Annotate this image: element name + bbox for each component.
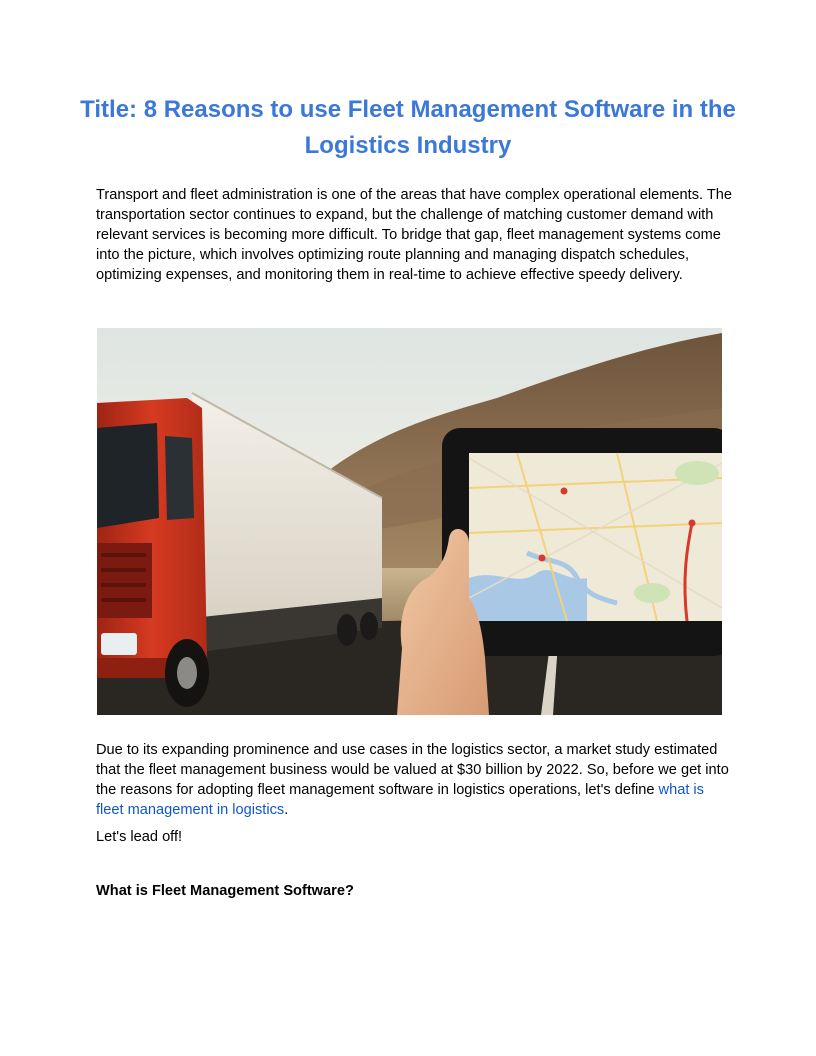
map-marker bbox=[561, 488, 568, 495]
truck-tablet-image bbox=[97, 328, 722, 715]
intro-paragraph: Transport and fleet administration is one of the areas that have complex operational elements. The transportation sector continues to expand, but the challenge of matching customer demand with relevant services is becoming more difficult. To bridge that gap, fleet management systems come into the picture, which involves optimizing route planning and managing dispatch schedules, optimizing expenses, and monitoring them in real-time to achieve effective speedy delivery. bbox=[96, 187, 733, 283]
lead-off-text: Let's lead off! bbox=[96, 829, 183, 845]
fleet-management-link[interactable]: what is fleet management in logistics bbox=[96, 782, 704, 818]
market-text: Due to its expanding prominence and use cases in the logistics sector, a market study estimated that the fleet management business would be valued at $30 billion by 2022. So, before we get into the reasons for adopting fleet management software in logistics operations, let's define bbox=[96, 742, 729, 798]
document-title: Title: 8 Reasons to use Fleet Management Software in the Logistics Industry bbox=[80, 96, 736, 159]
market-paragraph bbox=[96, 740, 732, 820]
map-marker bbox=[539, 555, 546, 562]
truck-headlight bbox=[101, 633, 137, 655]
map-marker bbox=[689, 520, 696, 527]
market-text-end: . bbox=[284, 802, 289, 818]
trailer-wheel bbox=[360, 612, 378, 640]
trailer-wheel bbox=[337, 614, 357, 646]
truck-windshield bbox=[97, 423, 159, 528]
section-heading: What is Fleet Management Software? bbox=[96, 883, 354, 899]
